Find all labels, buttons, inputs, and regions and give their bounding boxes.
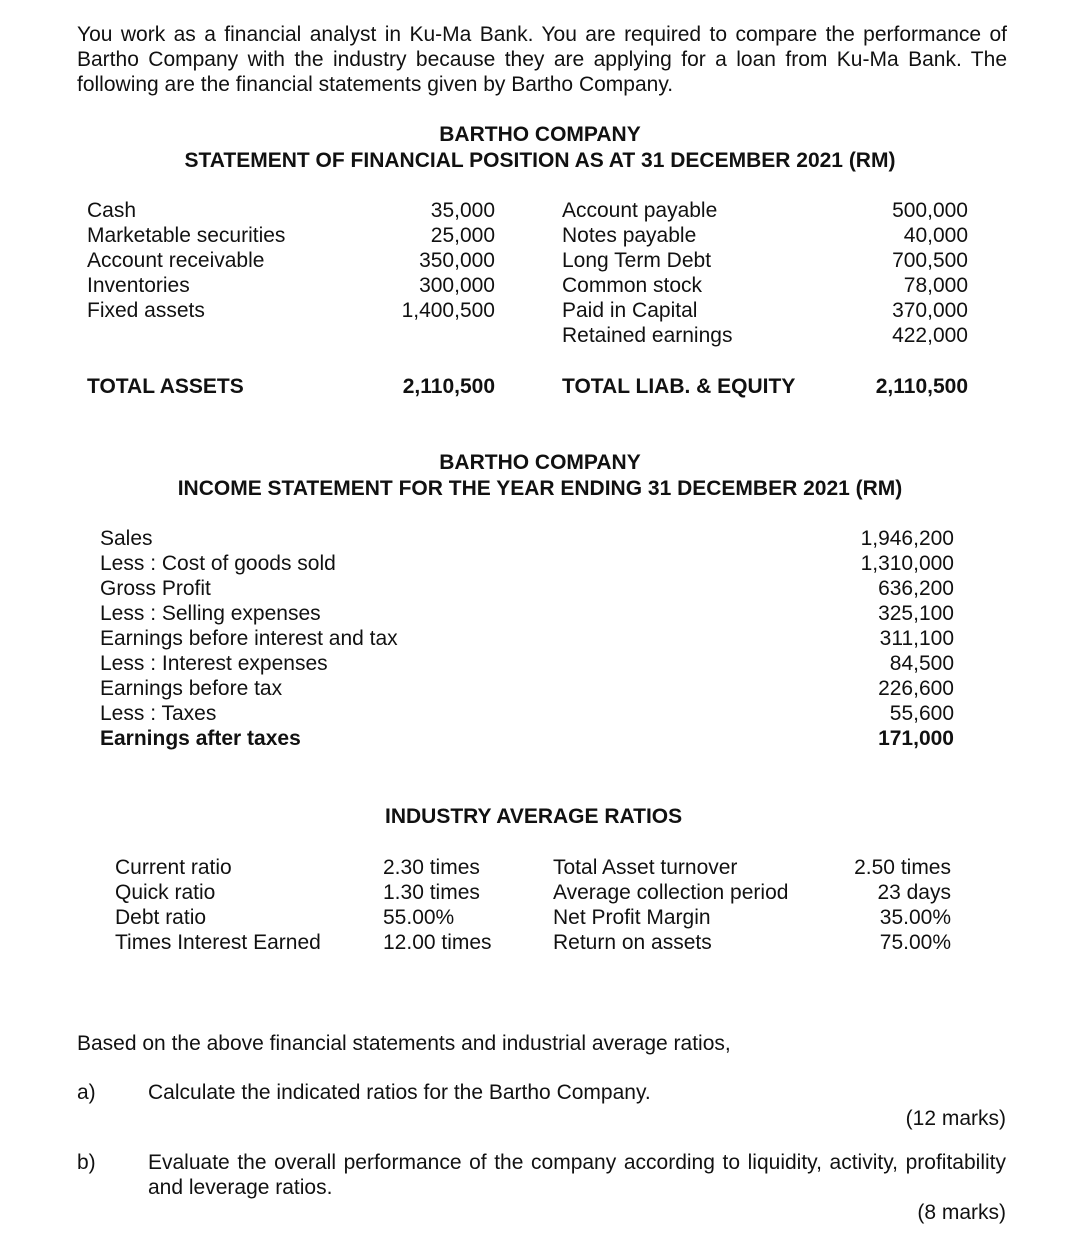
ratio-value: 1.30 times: [383, 881, 480, 904]
income-value: 84,500: [889, 652, 954, 675]
liability-label: Account payable: [562, 199, 718, 222]
ratio-value: 2.50 times: [854, 856, 951, 879]
sfp-company-name: BARTHO COMPANY: [439, 123, 641, 146]
liability-value: 700,500: [892, 249, 968, 272]
income-values: [820, 526, 954, 751]
assets-values: [370, 198, 495, 323]
ratio-label: Quick ratio: [115, 881, 216, 904]
ratio-value: 35.00%: [879, 906, 951, 929]
industry-right-labels: [553, 855, 788, 955]
question-b-letter: b): [77, 1151, 96, 1174]
questions-intro: Based on the above financial statements and industrial average ratios,: [77, 1032, 731, 1055]
income-label: Less : Cost of goods sold: [100, 552, 336, 575]
assets-labels: [87, 198, 285, 323]
liability-label: Paid in Capital: [562, 299, 698, 322]
industry-left-labels: [115, 855, 321, 955]
income-label: Sales: [100, 527, 153, 550]
income-company-name: BARTHO COMPANY: [439, 451, 641, 474]
income-label: Less : Selling expenses: [100, 602, 321, 625]
asset-value: 300,000: [419, 274, 495, 297]
asset-label: Fixed assets: [87, 299, 205, 322]
industry-right-values: [820, 855, 951, 955]
industry-left-values: [383, 855, 492, 955]
liability-label: Common stock: [562, 274, 703, 297]
liability-value: 422,000: [892, 324, 968, 347]
asset-value: 25,000: [430, 224, 495, 247]
ratio-value: 23 days: [877, 881, 951, 904]
ratio-value: 55.00%: [383, 906, 455, 929]
liability-value: 40,000: [903, 224, 968, 247]
ratio-label: Times Interest Earned: [115, 931, 321, 954]
question-b-text: Evaluate the overall performance of the company according to liquidity, activity, profitability and leverage ratios.: [148, 1151, 1006, 1199]
income-value: 1,310,000: [860, 552, 954, 575]
question-a-text: Calculate the indicated ratios for the Bartho Company.: [148, 1081, 651, 1104]
asset-label: Marketable securities: [87, 224, 286, 247]
income-label: Earnings before tax: [100, 677, 283, 700]
liability-label: Notes payable: [562, 224, 697, 247]
total-liab-equity-value: 2,110,500: [875, 375, 968, 398]
ratio-label: Net Profit Margin: [553, 906, 711, 929]
ratio-value: 2.30 times: [383, 856, 480, 879]
question-a-marks: (12 marks): [905, 1107, 1006, 1130]
question-a-letter: a): [77, 1081, 96, 1104]
ratio-value: 75.00%: [879, 931, 951, 954]
ratio-label: Debt ratio: [115, 906, 207, 929]
ratio-label: Total Asset turnover: [553, 856, 738, 879]
question-b-marks: (8 marks): [917, 1201, 1006, 1224]
sfp-title: STATEMENT OF FINANCIAL POSITION AS AT 31 DECEMBER 2021 (RM): [184, 149, 896, 172]
income-label: Earnings before interest and tax: [100, 627, 398, 650]
asset-label: Account receivable: [87, 249, 265, 272]
income-label: Less : Interest expenses: [100, 652, 328, 675]
liability-label: Retained earnings: [562, 324, 733, 347]
ratio-label: Average collection period: [553, 881, 789, 904]
income-value-net: 171,000: [878, 727, 954, 750]
liabilities-labels: [562, 198, 732, 348]
income-value: 1,946,200: [860, 527, 954, 550]
income-value: 325,100: [878, 602, 954, 625]
industry-title: INDUSTRY AVERAGE RATIOS: [385, 805, 683, 828]
asset-label: Cash: [87, 199, 137, 222]
intro-paragraph: You work as a financial analyst in Ku-Ma Bank. You are required to compare the performance of Bartho Company with the industry because they are applying for a loan from Ku-Ma Bank. The following are the financial statements given by Bartho Company.: [77, 23, 1007, 96]
income-label: Less : Taxes: [100, 702, 217, 725]
ratio-label: Current ratio: [115, 856, 232, 879]
income-title: INCOME STATEMENT FOR THE YEAR ENDING 31 DECEMBER 2021 (RM): [177, 477, 903, 500]
asset-value: 350,000: [419, 249, 495, 272]
asset-value: 35,000: [430, 199, 495, 222]
income-value: 636,200: [878, 577, 954, 600]
total-assets-label: TOTAL ASSETS: [87, 375, 244, 398]
income-labels: [100, 526, 398, 751]
income-value: 226,600: [878, 677, 954, 700]
liability-label: Long Term Debt: [562, 249, 712, 272]
ratio-label: Return on assets: [553, 931, 712, 954]
income-label-net: Earnings after taxes: [100, 727, 301, 750]
ratio-value: 12.00 times: [383, 931, 492, 954]
total-assets-value: 2,110,500: [402, 375, 495, 398]
asset-value: 1,400,500: [401, 299, 495, 322]
liabilities-values: [840, 198, 968, 348]
total-liab-equity-label: TOTAL LIAB. & EQUITY: [562, 375, 796, 398]
income-label: Gross Profit: [100, 577, 211, 600]
liability-value: 370,000: [892, 299, 968, 322]
income-value: 55,600: [889, 702, 954, 725]
income-value: 311,100: [879, 627, 954, 650]
asset-label: Inventories: [87, 274, 190, 297]
liability-value: 500,000: [892, 199, 968, 222]
liability-value: 78,000: [903, 274, 968, 297]
